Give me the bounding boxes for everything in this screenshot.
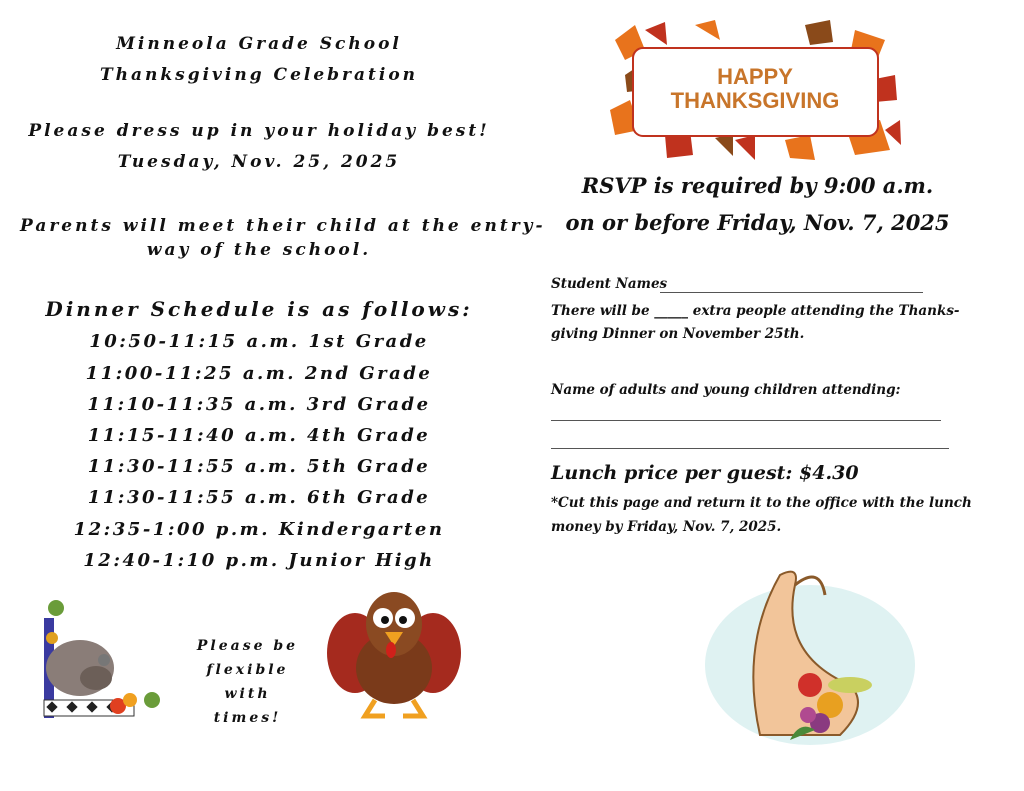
schedule-item: 12:40-1:10 p.m. Junior High bbox=[83, 550, 435, 571]
parents-note-line1: Parents will meet their child at the entry- bbox=[20, 216, 546, 236]
schedule-item: 10:50-11:15 a.m. 1st Grade bbox=[89, 331, 429, 352]
banner-happy: HAPPY bbox=[717, 64, 793, 89]
cut-note-line2: money by Friday, Nov. 7, 2025. bbox=[551, 519, 782, 535]
schedule-item: 11:30-11:55 a.m. 5th Grade bbox=[87, 456, 431, 477]
flexible-note bbox=[180, 634, 315, 730]
schedule-item: 12:35-1:00 p.m. Kindergarten bbox=[73, 519, 445, 540]
schedule-heading: Dinner Schedule is as follows: bbox=[45, 297, 473, 321]
parents-note-line2: way of the school. bbox=[146, 240, 372, 260]
extra-people-line2: giving Dinner on November 25th. bbox=[551, 326, 805, 342]
rsvp-deadline-line2: on or before Friday, Nov. 7, 2025 bbox=[565, 210, 950, 235]
adults-attending-label: Name of adults and young children attending: bbox=[551, 382, 901, 398]
dress-note: Please dress up in your holiday best! bbox=[28, 121, 490, 141]
turkey-illustration bbox=[325, 588, 463, 726]
cornucopia-illustration bbox=[700, 565, 920, 755]
rsvp-deadline-line1: RSVP is required by 9:00 a.m. bbox=[581, 173, 934, 198]
event-title: Thanksgiving Celebration bbox=[99, 65, 419, 85]
lunch-price: Lunch price per guest: $4.30 bbox=[551, 462, 859, 484]
school-name: Minneola Grade School bbox=[116, 34, 402, 54]
extra-people-line1: There will be _____ extra people attending the Thanks- bbox=[551, 303, 960, 319]
student-names-label: Student Names bbox=[551, 276, 668, 292]
flexible-line: times! bbox=[213, 710, 282, 726]
flexible-line: flexible with bbox=[206, 662, 289, 702]
turkey-corner-clipart bbox=[38, 588, 173, 728]
adults-field-line2[interactable] bbox=[551, 448, 949, 449]
adults-field-line1[interactable] bbox=[551, 420, 941, 421]
schedule-item: 11:15-11:40 a.m. 4th Grade bbox=[87, 425, 431, 446]
schedule-item: 11:10-11:35 a.m. 3rd Grade bbox=[87, 394, 431, 415]
student-names-field[interactable] bbox=[660, 292, 923, 293]
cut-note-line1: *Cut this page and return it to the office with the lunch bbox=[551, 495, 972, 511]
flexible-line: Please be bbox=[196, 638, 299, 654]
happy-thanksgiving-banner bbox=[605, 20, 903, 162]
event-date: Tuesday, Nov. 25, 2025 bbox=[117, 152, 401, 172]
schedule-item: 11:00-11:25 a.m. 2nd Grade bbox=[85, 363, 433, 384]
banner-thanksgiving: THANKSGIVING bbox=[670, 88, 840, 113]
schedule-item: 11:30-11:55 a.m. 6th Grade bbox=[87, 487, 431, 508]
